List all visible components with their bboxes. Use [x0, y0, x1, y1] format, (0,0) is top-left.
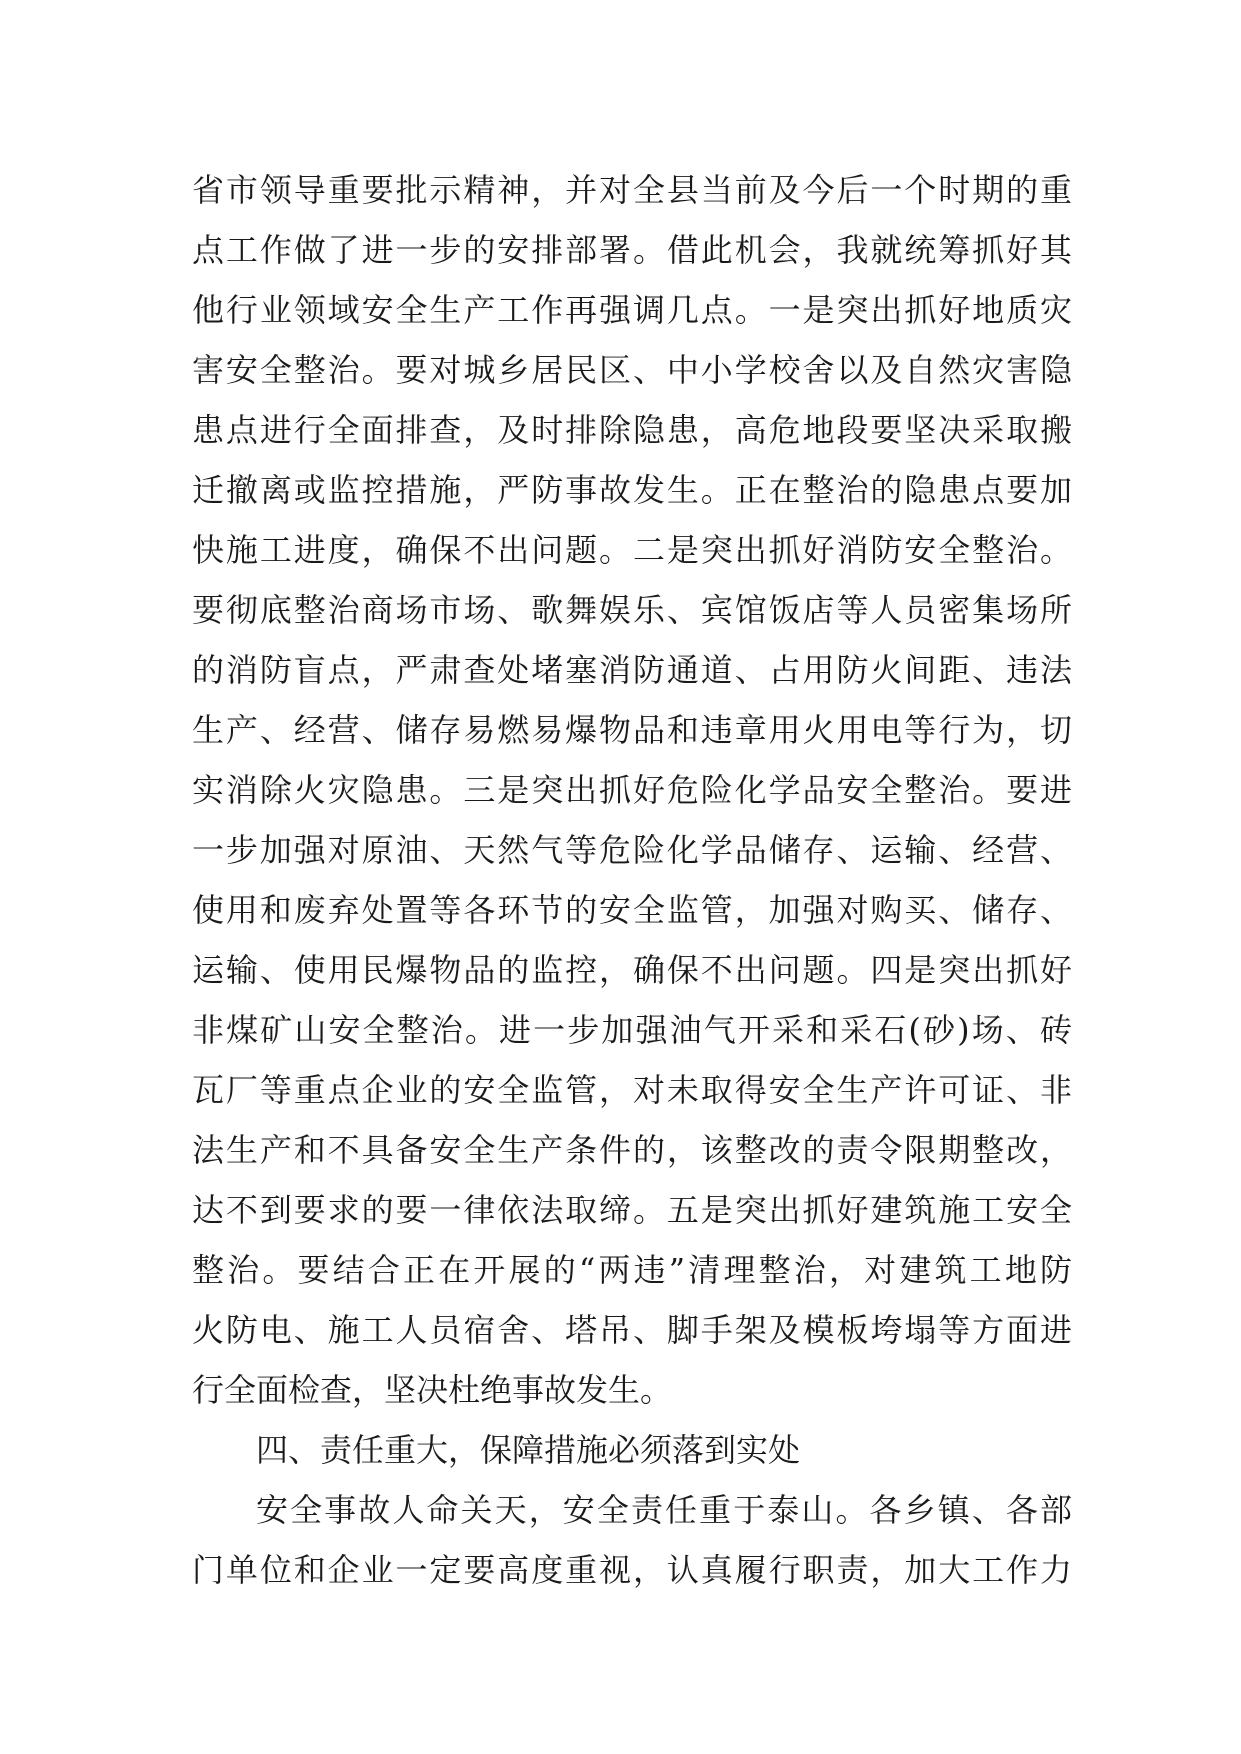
- text-line: 非煤矿山安全整治。进一步加强油气开采和采石(砂)场、砖: [192, 1011, 1072, 1049]
- text-line: 使用和废弃处置等各环节的安全监管，加强对购买、储存、: [192, 891, 1072, 929]
- text-line: 快施工进度，确保不出问题。二是突出抓好消防安全整治。: [192, 531, 1072, 569]
- text-line: 生产、经营、储存易燃易爆物品和违章用火用电等行为，切: [192, 711, 1072, 749]
- text-line: 法生产和不具备安全生产条件的，该整改的责令限期整改，: [192, 1131, 1072, 1169]
- text-line: 患点进行全面排查，及时排除隐患，高危地段要坚决采取搬: [192, 411, 1072, 449]
- text-line: 迁撤离或监控措施，严防事故发生。正在整治的隐患点要加: [192, 471, 1072, 509]
- text-line: 省市领导重要批示精神，并对全县当前及今后一个时期的重: [192, 171, 1072, 209]
- text-line: 安全事故人命关天，安全责任重于泰山。各乡镇、各部: [256, 1491, 1072, 1529]
- text-line: 运输、使用民爆物品的监控，确保不出问题。四是突出抓好: [192, 951, 1072, 989]
- text-line: 要彻底整治商场市场、歌舞娱乐、宾馆饭店等人员密集场所: [192, 591, 1072, 629]
- document-body: [192, 160, 1072, 1600]
- text-line: 的消防盲点，严肃查处堵塞消防通道、占用防火间距、违法: [192, 651, 1072, 689]
- text-line: 门单位和企业一定要高度重视，认真履行职责，加大工作力: [192, 1551, 1072, 1589]
- text-line: 瓦厂等重点企业的安全监管，对未取得安全生产许可证、非: [192, 1071, 1072, 1109]
- text-line: 火防电、施工人员宿舍、塔吊、脚手架及模板垮塌等方面进: [192, 1311, 1072, 1349]
- text-line: 他行业领域安全生产工作再强调几点。一是突出抓好地质灾: [192, 291, 1072, 329]
- text-line: 行全面检查，坚决杜绝事故发生。: [192, 1371, 673, 1409]
- text-line: 一步加强对原油、天然气等危险化学品储存、运输、经营、: [192, 831, 1072, 869]
- text-line: 害安全整治。要对城乡居民区、中小学校舍以及自然灾害隐: [192, 351, 1072, 389]
- text-line: 实消除火灾隐患。三是突出抓好危险化学品安全整治。要进: [192, 771, 1072, 809]
- section-heading: 四、责任重大，保障措施必须落到实处: [256, 1431, 801, 1469]
- text-line: 达不到要求的要一律依法取缔。五是突出抓好建筑施工安全: [192, 1191, 1072, 1229]
- text-line: 点工作做了进一步的安排部署。借此机会，我就统筹抓好其: [192, 231, 1072, 269]
- text-line: 整治。要结合正在开展的“两违”清理整治，对建筑工地防: [192, 1251, 1072, 1289]
